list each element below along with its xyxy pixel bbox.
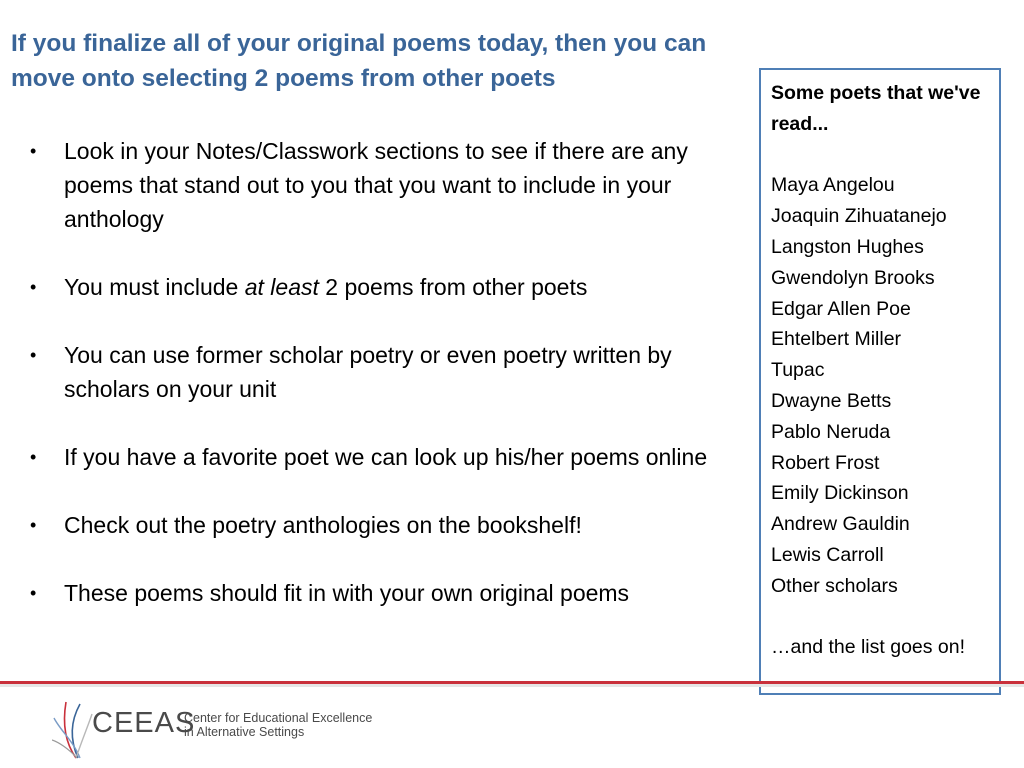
poet-name: Edgar Allen Poe	[771, 297, 911, 320]
bullet-text: These poems should fit in with your own original poems	[64, 580, 630, 606]
poet-name: Langston Hughes	[771, 235, 924, 258]
swoosh-logo-icon	[52, 696, 94, 762]
poets-heading: Some poets that we've read...	[771, 82, 981, 135]
poet-name: Maya Angelou	[771, 174, 895, 197]
poet-name: Ehtelbert Miller	[771, 328, 902, 351]
bullet-icon: •	[30, 515, 37, 535]
bullet-text-emphasis: at least	[244, 274, 319, 300]
poet-name: Gwendolyn Brooks	[771, 266, 935, 289]
bullet-icon: •	[30, 583, 37, 603]
bullet-text-after: 2 poems from other poets	[318, 274, 588, 300]
bullet-text: You can use former scholar poetry or even poetry written by scholars on your unit	[64, 342, 672, 402]
poet-name: Andrew Gauldin	[771, 513, 910, 536]
bullet-item-favorite-poet	[30, 440, 720, 474]
bullet-item-notes	[30, 134, 720, 236]
logo-subtitle	[184, 711, 372, 739]
bullet-icon: •	[30, 447, 37, 467]
poet-name: Tupac	[771, 359, 825, 382]
bullet-item-bookshelf	[30, 508, 720, 542]
footer-divider-shadow	[0, 684, 1024, 687]
poet-name: Dwayne Betts	[771, 389, 892, 412]
poets-text-box	[759, 68, 1001, 695]
poet-name: Other scholars	[771, 574, 898, 597]
poet-name: Emily Dickinson	[771, 482, 909, 505]
bullet-icon: •	[30, 141, 37, 161]
slide-title: If you finalize all of your original poems today, then you can move onto selecting 2 poems from other poets	[11, 30, 707, 92]
poet-name: Robert Frost	[771, 451, 880, 474]
bullet-icon: •	[30, 277, 37, 297]
poet-name: Pablo Neruda	[771, 420, 891, 443]
bullet-text: Look in your Notes/Classwork sections to see if there are any poems that stand out to you that you want to include in your anthology	[64, 138, 688, 232]
logo-name: CEEAS	[92, 707, 196, 739]
bullet-item-former-scholar	[30, 338, 720, 406]
bullet-item-fit-in	[30, 576, 720, 610]
bullet-list	[30, 134, 720, 644]
poets-list	[771, 170, 991, 601]
logo-subtitle-line2: in Alternative Settings	[184, 725, 305, 739]
logo-subtitle-line1: Center for Educational Excellence	[184, 711, 373, 725]
bullet-text-before: You must include	[64, 274, 245, 300]
poet-name: Joaquin Zihuatanejo	[771, 205, 947, 228]
bullet-text: If you have a favorite poet we can look up his/her poems online	[64, 444, 708, 470]
poets-footer: …and the list goes on!	[771, 636, 966, 659]
ceeas-logo	[52, 696, 392, 762]
bullet-icon: •	[30, 345, 37, 365]
bullet-text: Check out the poetry anthologies on the bookshelf!	[64, 512, 582, 538]
bullet-item-include	[30, 270, 720, 304]
poet-name: Lewis Carroll	[771, 543, 884, 566]
